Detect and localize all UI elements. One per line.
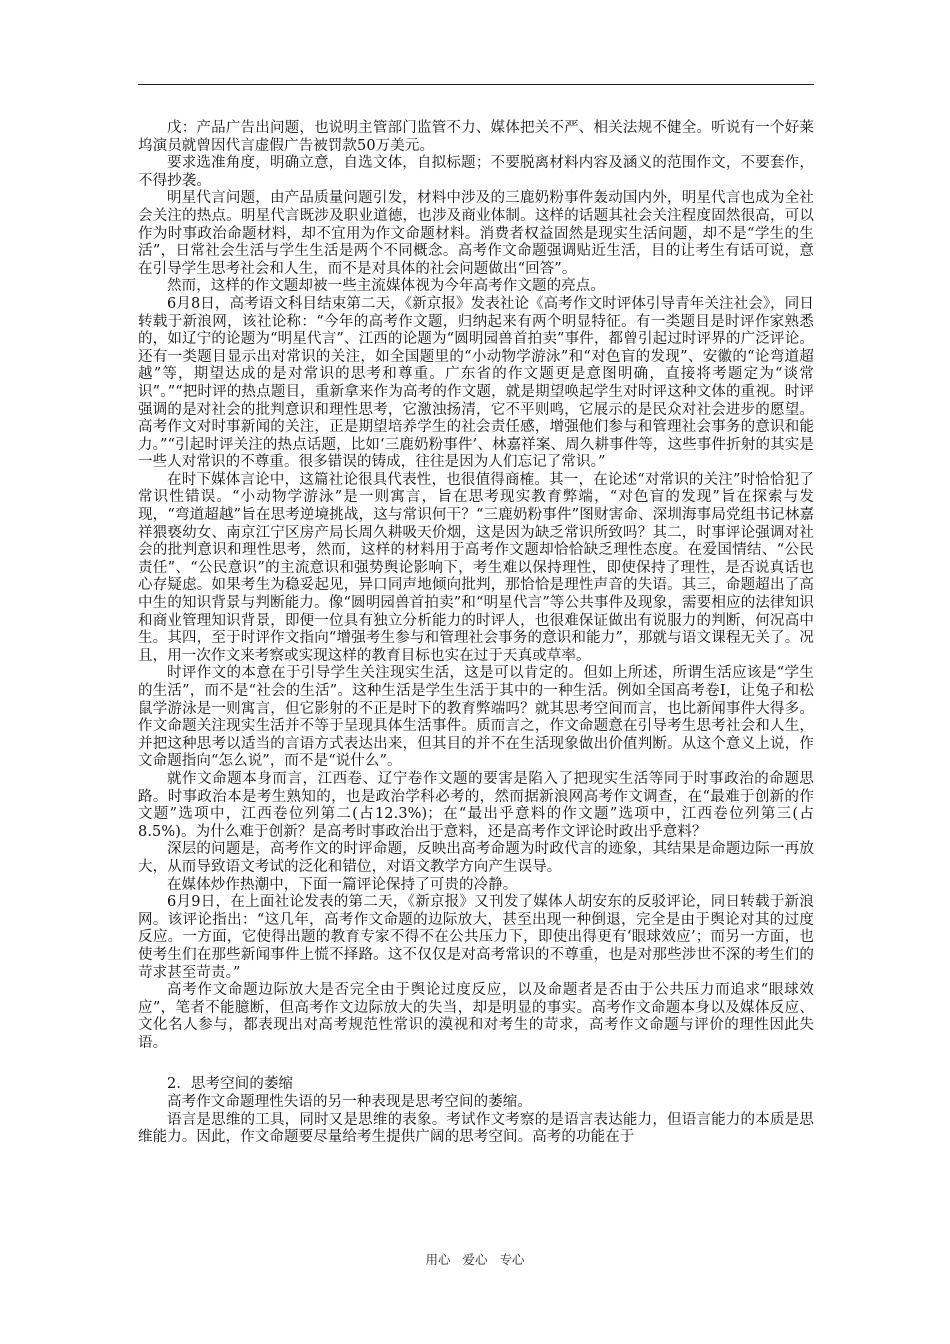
paragraph: 高考作文命题边际放大是否完全由于舆论过度反应，以及命题者是否由于公共压力而追求“眼球效应”，笔者不能臆断，但高考作文边际放大的失当，却是明显的事实。高考作文命题本身以及媒体反应、文化名人参与，都表现出对高考规范性常识的漠视和对考生的苛求，高考作文命题与评价的理性因此失语。 bbox=[138, 982, 814, 1051]
paragraph: 明星代言问题，由产品质量问题引发，材料中涉及的三鹿奶粉事件轰动国内外，明星代言也成为全社会关注的热点。明星代言既涉及职业道德，也涉及商业体制。这样的话题其社会关注程度固然很高，可以作为时事政治命题材料，却不宜用为作文命题材料。消费者权益固然是现实生活问题，却不是“学生的生活”，日常社会生活与学生生活是两个不同概念。高考作文命题强调贴近生活，目的让考生有话可说，意在引导学生思考社会和人生，而不是对具体的社会问题做出“回答”。 bbox=[138, 190, 814, 277]
paragraph: 在媒体炒作热潮中，下面一篇评论保持了可贵的冷静。 bbox=[167, 876, 518, 893]
paragraph: 就作文命题本身而言，江西卷、辽宁卷作文题的要害是陷入了把现实生活等同于时事政治的命题思路。时事政治本是考生熟知的，也是政治学科必考的，然而据新浪网高考作文调查，在“最难于创新的作文题”选项中，江西卷位列第二(占12.3%)；在“最出乎意料的作文题”选项中，江西卷位列第三(占8.5%)。为什么难于创新？是高考时事政治出于意料，还是高考作文评论时政出乎意料？ bbox=[138, 770, 814, 840]
paragraph: 然而，这样的作文题却被一些主流媒体视为今年高考作文题的亮点。 bbox=[167, 278, 605, 295]
paragraph: 时评作文的本意在于引导学生关注现实生活，这是可以肯定的。但如上所述，所谓生活应该是“学生的生活”，而不是“社会的生活”。这种生活是学生生活于其中的一种生活。例如全国高考卷Ⅰ，让兔子和松鼠学游泳是一则寓言，但它影射的不正是时下的教育弊端吗？就其思考空间而言，也比新闻事件大得多。作文命题关注现实生活并不等于呈现具体生活事件。质而言之，作文命题意在引导考生思考社会和人生，并把这种思考以适当的言语方式表达出来，但其目的并不在生活现象做出价值判断。从这个意义上说，作文命题指向“怎么说”，而不是“说什么”。 bbox=[138, 665, 814, 770]
page-footer: 用心 爱心 专心 bbox=[425, 1252, 525, 1267]
header-rule bbox=[138, 84, 814, 85]
paragraph: 深层的问题是，高考作文的时评命题，反映出高考命题为时政代言的迹象，其结果是命题边际一再放大，从而导致语文考试的泛化和错位，对语文教学方向产生误导。 bbox=[138, 841, 814, 875]
body-text bbox=[138, 120, 814, 1147]
paragraph: 高考作文命题理性失语的另一种表现是思考空间的萎缩。 bbox=[167, 1094, 532, 1111]
paragraph: 6月8日，高考语文科目结束第二天，《新京报》发表社论《高考作文时评体引导青年关注社会》，同日转载于新浪网，该社论称：“今年的高考作文题，归纳起来有两个明显特征。有一类题目是时评作家熟悉的，如辽宁的论题为“明星代言”、江西的论题为“圆明园兽首拍卖”事件，都曾引起过时评界的广泛评论。还有一类题目显示出对常识的关注，如全国题里的“小动物学游泳”和“对色盲的发现”、安徽的“论弯道超越”等，期望达成的是对常识的思考和尊重。广东省的作文题更是意图明确，直接将考题定为“谈常识”。”“把时评的热点题目，重新拿来作为高考的作文题，就是期望唤起学生对时评这种文体的重视。时评强调的是对社会的批判意识和理性思考，它激浊扬清，它不平则鸣，它展示的是民众对社会进步的愿望。高考作文对时事新闻的关注，正是期望培养学生的社会责任感，增强他们参与和管理社会事务的意识和能力。”“引起时评关注的热点话题，比如‘三鹿奶粉事件’、林嘉祥案、周久耕事件等，这些事件折射的其实是一些人对常识的不尊重。很多错误的铸成，往往是因为人们忘记了常识。” bbox=[138, 295, 814, 471]
paragraph: 6月9日，在上面社论发表的第二天，《新京报》又刊发了媒体人胡安东的反驳评论，同日转载于新浪网。该评论指出：“这几年，高考作文命题的边际放大，甚至出现一种倒退，完全是由于舆论对其的过度反应。一方面，它使得出题的教育专家不得不在公共压力下，即使出得更有‘眼球效应’；而另一方面，也使考生们在那些新闻事件上慌不择路。这不仅仅是对高考常识的不尊重，也是对那些涉世不深的考生们的苛求甚至苛责。” bbox=[138, 894, 814, 981]
paragraph: 要求选准角度，明确立意，自选文体，自拟标题；不要脱离材料内容及涵义的范围作文，不要套作，不得抄袭。 bbox=[138, 155, 814, 189]
section-heading: 2．思考空间的萎缩 bbox=[167, 1076, 294, 1093]
paragraph: 在时下媒体言论中，这篇社论很具代表性，也很值得商榷。其一，在论述“对常识的关注”时恰恰犯了常识性错误。“小动物学游泳”是一则寓言，旨在思考现实教育弊端，“对色盲的发现”旨在探索与发现，“弯道超越”旨在思考逆境挑战，这与常识何干？“三鹿奶粉事件”图财害命、深圳海事局党组书记林嘉祥猥亵幼女、南京江宁区房产局长周久耕吸天价烟，这是因为缺乏常识所致吗？其二，时事评论强调对社会的批判意识和理性思考，然而，这样的材料用于高考作文题却恰恰缺乏理性态度。在爱国情结、“公民责任”、“公民意识”的主流意识和强势舆论影响下，考生难以保持理性，即使保持了理性，是否说真话也心存疑虑。如果考生为稳妥起见，异口同声地倾向批判，那恰恰是理性声音的失语。其三，命题超出了高中生的知识背景与判断能力。像“圆明园兽首拍卖”和“明星代言”等公共事件及现象，需要相应的法律知识和商业管理知识背景，即便一位具有独立分析能力的时评人，也很难保证做出有说服力的判断，何况高中生。其四，至于时评作文指向“增强考生参与和管理社会事务的意识和能力”，那就与语文课程无关了。况且，用一次作文来考察或实现这样的教育目标也实在过于天真或草率。 bbox=[138, 471, 814, 664]
paragraph: 戊：产品广告出问题，也说明主管部门监管不力、媒体把关不严、相关法规不健全。听说有一个好莱坞演员就曾因代言虚假广告被罚款50万美元。 bbox=[138, 120, 814, 154]
paragraph: 语言是思维的工具，同时又是思维的表象。考试作文考察的是语言表达能力，但语言能力的本质是思维能力。因此，作文命题要尽量给考生提供广阔的思考空间。高考的功能在于 bbox=[138, 1111, 814, 1146]
